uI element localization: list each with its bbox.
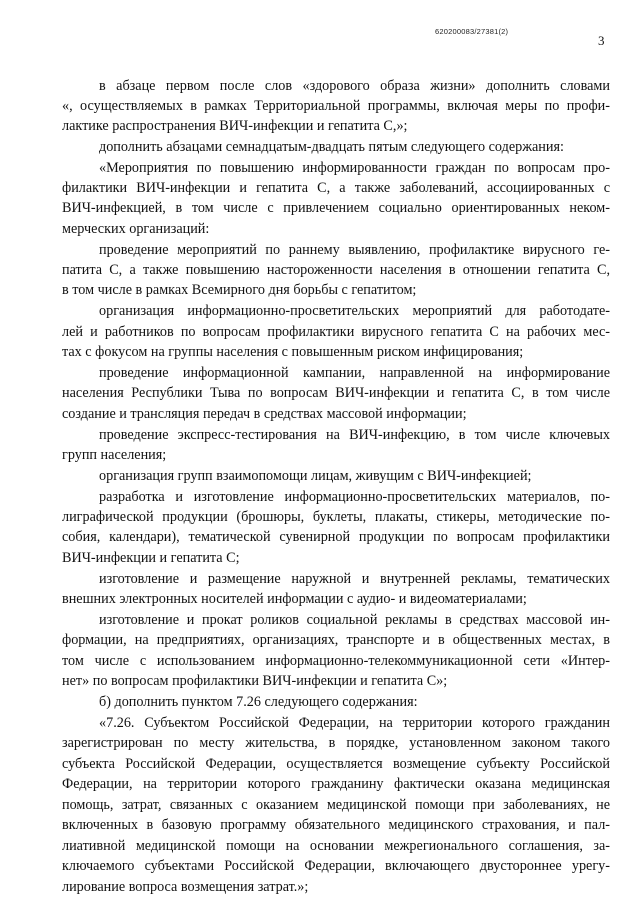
text-line: организация групп взаимопомощи лицам, живущим с ВИЧ-инфекцией; xyxy=(99,468,532,484)
text-line: ВИЧ-инфекции и гепатита С; xyxy=(62,550,240,566)
document-id: 620200083/27381(2) xyxy=(435,27,509,36)
text-line: в том числе в рамках Всемирного дня борьбы с гепатитом; xyxy=(62,282,417,298)
text-line: лирование вопроса возмещения затрат.»; xyxy=(62,879,309,895)
text-line: ВИЧ-инфекцией, в том числе с привлечением социально ориентированных неком- xyxy=(62,200,610,216)
text-line: тах с фокусом на группы населения с повышенным риском инфицирования; xyxy=(62,344,524,360)
text-line: изготовление и размещение наружной и внутренней рекламы, тематических xyxy=(99,571,610,587)
text-line: мерческих организаций: xyxy=(62,221,210,237)
text-line: в абзаце первом после слов «здорового образа жизни» дополнить словами xyxy=(99,78,610,94)
text-line: организация информационно-просветительских мероприятий для работодате- xyxy=(99,303,610,319)
text-line: внешних электронных носителей информации с аудио- и видеоматериалами; xyxy=(62,591,527,607)
text-line: населения Республики Тыва по вопросам ВИЧ-инфекции и гепатита С, в том числе xyxy=(62,385,610,401)
text-line: проведение экспресс-тестирования на ВИЧ-инфекцию, в том числе ключевых xyxy=(99,427,610,443)
text-line: включенных в базовую программу обязательного медицинского страхования, и пал- xyxy=(62,817,610,833)
text-line: проведение информационной кампании, направленной на информирование xyxy=(99,365,610,381)
text-line: формации, на предприятиях, организациях, транспорте и в общественных местах, в xyxy=(62,632,610,648)
text-line: проведение мероприятий по раннему выявлению, профилактике вирусного ге- xyxy=(99,242,610,258)
text-line: патита С, а также повышению настороженности населения в отношении гепатита С, xyxy=(62,262,610,278)
text-line: лиативной медицинской помощи на основании межрегионального соглашения, за- xyxy=(62,838,610,854)
text-line: б) дополнить пунктом 7.26 следующего содержания: xyxy=(99,694,418,710)
text-line: «Мероприятия по повышению информированности граждан по вопросам про- xyxy=(99,160,610,176)
text-line: создание и трансляция передач в средствах массовой информации; xyxy=(62,406,467,422)
text-line: ключаемого субъектами Российской Федерации, включающего двустороннее урегу- xyxy=(62,858,610,874)
text-line: «, осуществляемых в рамках Территориальной программы, включая меры по профи- xyxy=(62,98,610,114)
page-number: 3 xyxy=(598,33,605,48)
text-line: разработка и изготовление информационно-просветительских материалов, по- xyxy=(99,489,610,505)
text-line: помощь, затрат, связанных с оказанием медицинской помощи при заболеваниях, не xyxy=(62,797,610,813)
text-line: дополнить абзацами семнадцатым-двадцать пятым следующего содержания: xyxy=(99,139,564,155)
text-line: собия, календари), тематической сувенирной продукции по вопросам профилактики xyxy=(62,529,610,545)
text-line: лактике распространения ВИЧ-инфекции и гепатита С,»; xyxy=(62,118,408,134)
text-line: филактики ВИЧ-инфекции и гепатита С, а также заболеваний, ассоциированных с xyxy=(62,180,610,196)
text-line: том числе с использованием информационно-телекоммуникационной сети «Интер- xyxy=(62,653,610,669)
text-line: групп населения; xyxy=(62,447,167,463)
text-line: нет» по вопросам профилактики ВИЧ-инфекции и гепатита С»; xyxy=(62,673,448,689)
text-line: изготовление и прокат роликов социальной рекламы в средствах массовой ин- xyxy=(99,612,610,628)
text-line: «7.26. Субъектом Российской Федерации, на территории которого гражданин xyxy=(99,715,610,731)
text-line: зарегистрирован по месту жительства, в порядке, установленном законом такого xyxy=(62,735,610,751)
text-line: лей и работников по вопросам профилактики вирусного гепатита С на рабочих мес- xyxy=(62,324,610,340)
text-line: Федерации, на территории которого гражданину фактически оказана медицинская xyxy=(62,776,610,792)
text-line: лиграфической продукции (брошюры, буклеты, плакаты, стикеры, методические по- xyxy=(62,509,610,525)
text-line: субъекта Российской Федерации, осуществляется возмещение субъекту Российской xyxy=(62,756,610,772)
